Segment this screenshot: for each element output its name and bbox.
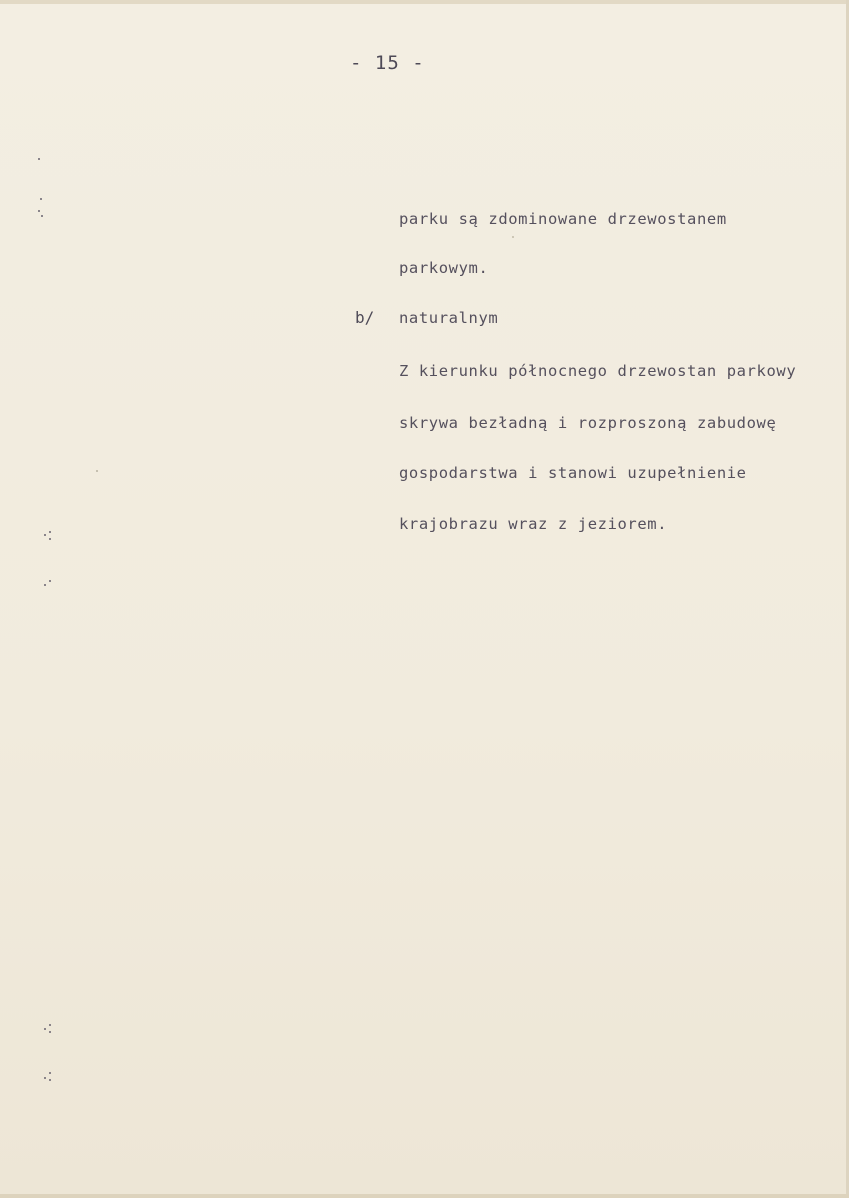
page-number: - 15 -	[350, 52, 425, 74]
margin-speck	[49, 1024, 51, 1026]
margin-speck	[49, 1031, 51, 1033]
margin-speck	[41, 215, 43, 217]
margin-speck	[40, 198, 42, 200]
margin-speck	[49, 538, 51, 540]
margin-speck	[38, 158, 40, 160]
text-line-1: parku są zdominowane drzewostanem	[399, 210, 727, 228]
page-top-edge	[0, 0, 849, 4]
paper-speck	[512, 236, 514, 238]
text-line-6: gospodarstwa i stanowi uzupełnienie	[399, 464, 747, 482]
text-line-5: skrywa bezładną i rozproszoną zabudowę	[399, 414, 777, 432]
margin-speck	[49, 531, 51, 533]
margin-speck	[44, 584, 46, 586]
margin-speck	[44, 1077, 46, 1079]
margin-speck	[44, 1028, 46, 1030]
text-line-4: Z kierunku północnego drzewostan parkowy	[399, 362, 797, 380]
page-bottom-edge	[0, 1194, 849, 1198]
list-marker: b/	[355, 308, 375, 327]
text-line-7: krajobrazu wraz z jeziorem.	[399, 515, 668, 533]
text-line-2: parkowym.	[399, 259, 489, 277]
margin-speck	[38, 210, 40, 212]
text-line-3: naturalnym	[399, 309, 499, 327]
margin-speck	[49, 580, 51, 582]
paper-speck	[96, 470, 98, 472]
margin-speck	[49, 1072, 51, 1074]
margin-speck	[49, 1079, 51, 1081]
margin-speck	[44, 534, 46, 536]
